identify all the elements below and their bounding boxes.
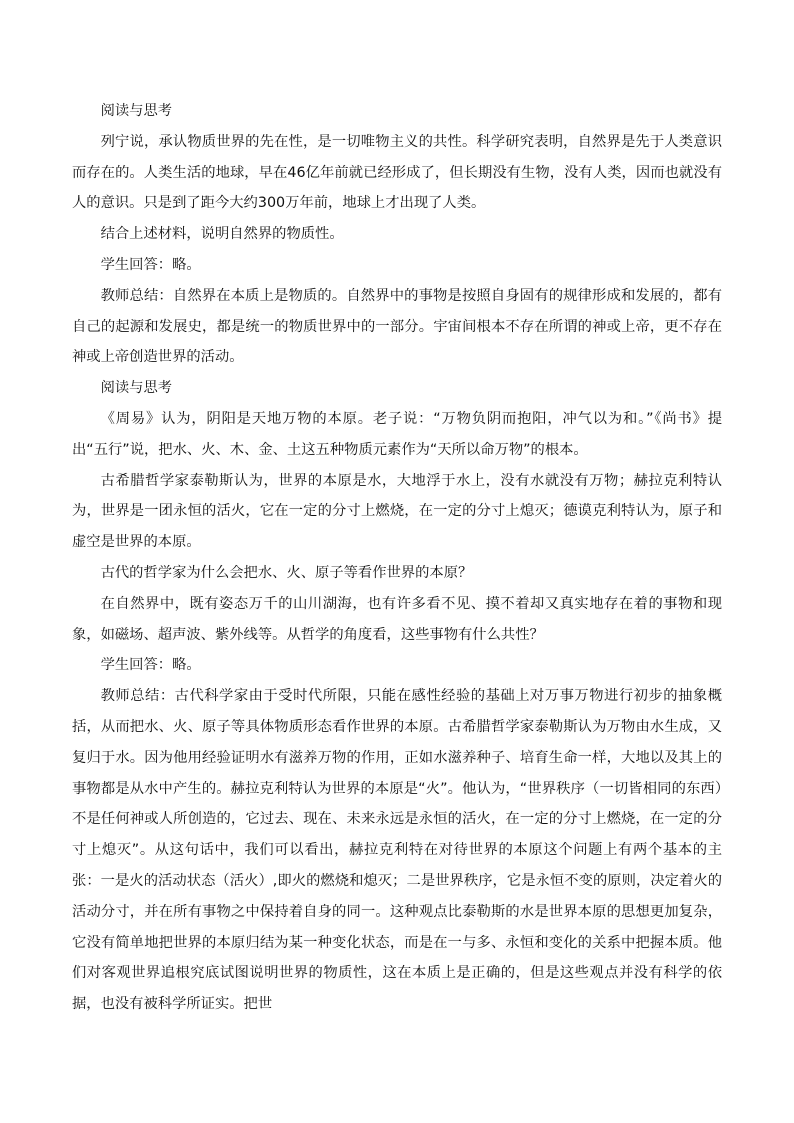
student-answer: 学生回答：略。 — [100, 657, 201, 674]
teacher-summary: 教师总结：古代科学家由于受时代所限，只能在感性经验的基础上对万事万物进行初步的抽象概括，从而把水、火、原子等具体物质形态看作世界的本原。古希腊哲学家泰勒斯认为万物由水生成，又复归于水。因为他用经验证明水有滋养万物的作用，正如水滋养种子、培育生命一样，大地以及其上的事物都是从水中产生的。赫拉克利特认为世界的本原是“火”。他认为，“世界秩序（一切皆相同的东西）不是任何神或人所创造的，它过去、现在、未来永远是永恒的活火，在一定的分寸上燃烧，在一定的分寸上熄灭”。从这句话中，我们可以看出，赫拉克利特在对待世界的本原这个问题上有两个基本的主张：一是火的活动状态（活火）,即火的燃烧和熄灭；二是世界秩序，它是永恒不变的原则，决定着火的活动分寸，并在所有事物之中保持着自身的同一。这种观点比泰勒斯的水是世界本原的思想更加复杂，它没有简单地把世界的本原归结为某一种变化状态，而是在一与多、永恒和变化的关系中把握本质。他们对客观世界追根究底试图说明世界的物质性，这在本质上是正确的，但是这些观点并没有科学的依据，也没有被科学所证实。把世 — [72, 688, 722, 1013]
student-answer: 学生回答：略。 — [100, 256, 201, 273]
section-heading-reading: 阅读与思考 — [100, 380, 173, 397]
question-ancient-origin: 古代的哲学家为什么会把水、火、原子等看作世界的本原？ — [100, 564, 473, 581]
document-page — [72, 96, 722, 1020]
question-nature-materiality: 结合上述材料，说明自然界的物质性。 — [100, 226, 344, 243]
paragraph-zhouyi: 《周易》认为，阴阳是天地万物的本原。老子说：“万物负阴而抱阳，冲气以为和。”《尚书》提出“五行”说，把水、火、木、金、土这五种物质元素作为“天所以命万物”的根本。 — [72, 410, 722, 458]
question-common-nature: 在自然界中，既有姿态万千的山川湖海，也有许多看不见、摸不着却又真实地存在着的事物和现象，如磁场、超声波、紫外线等。从哲学的角度看，这些事物有什么共性？ — [72, 595, 722, 643]
section-heading-reading: 阅读与思考 — [100, 103, 173, 119]
teacher-summary: 教师总结：自然界在本质上是物质的。自然界中的事物是按照自身固有的规律形成和发展的，都有自己的起源和发展史，都是统一的物质世界中的一部分。宇宙间根本不存在所谓的神或上帝，更不存在神或上帝创造世界的活动。 — [72, 287, 722, 366]
paragraph-greek-philosophers: 古希腊哲学家泰勒斯认为，世界的本原是水，大地浮于水上，没有水就没有万物；赫拉克利特认为，世界是一团永恒的活火，它在一定的分寸上燃烧，在一定的分寸上熄灭；德谟克利特认为，原子和虚空是世界的本原。 — [72, 472, 722, 551]
paragraph-lenin: 列宁说，承认物质世界的先在性，是一切唯物主义的共性。科学研究表明，自然界是先于人类意识而存在的。人类生活的地球，早在46亿年前就已经形成了，但长期没有生物，没有人类，因而也就没有人的意识。只是到了距今大约300万年前，地球上才出现了人类。 — [72, 133, 722, 212]
